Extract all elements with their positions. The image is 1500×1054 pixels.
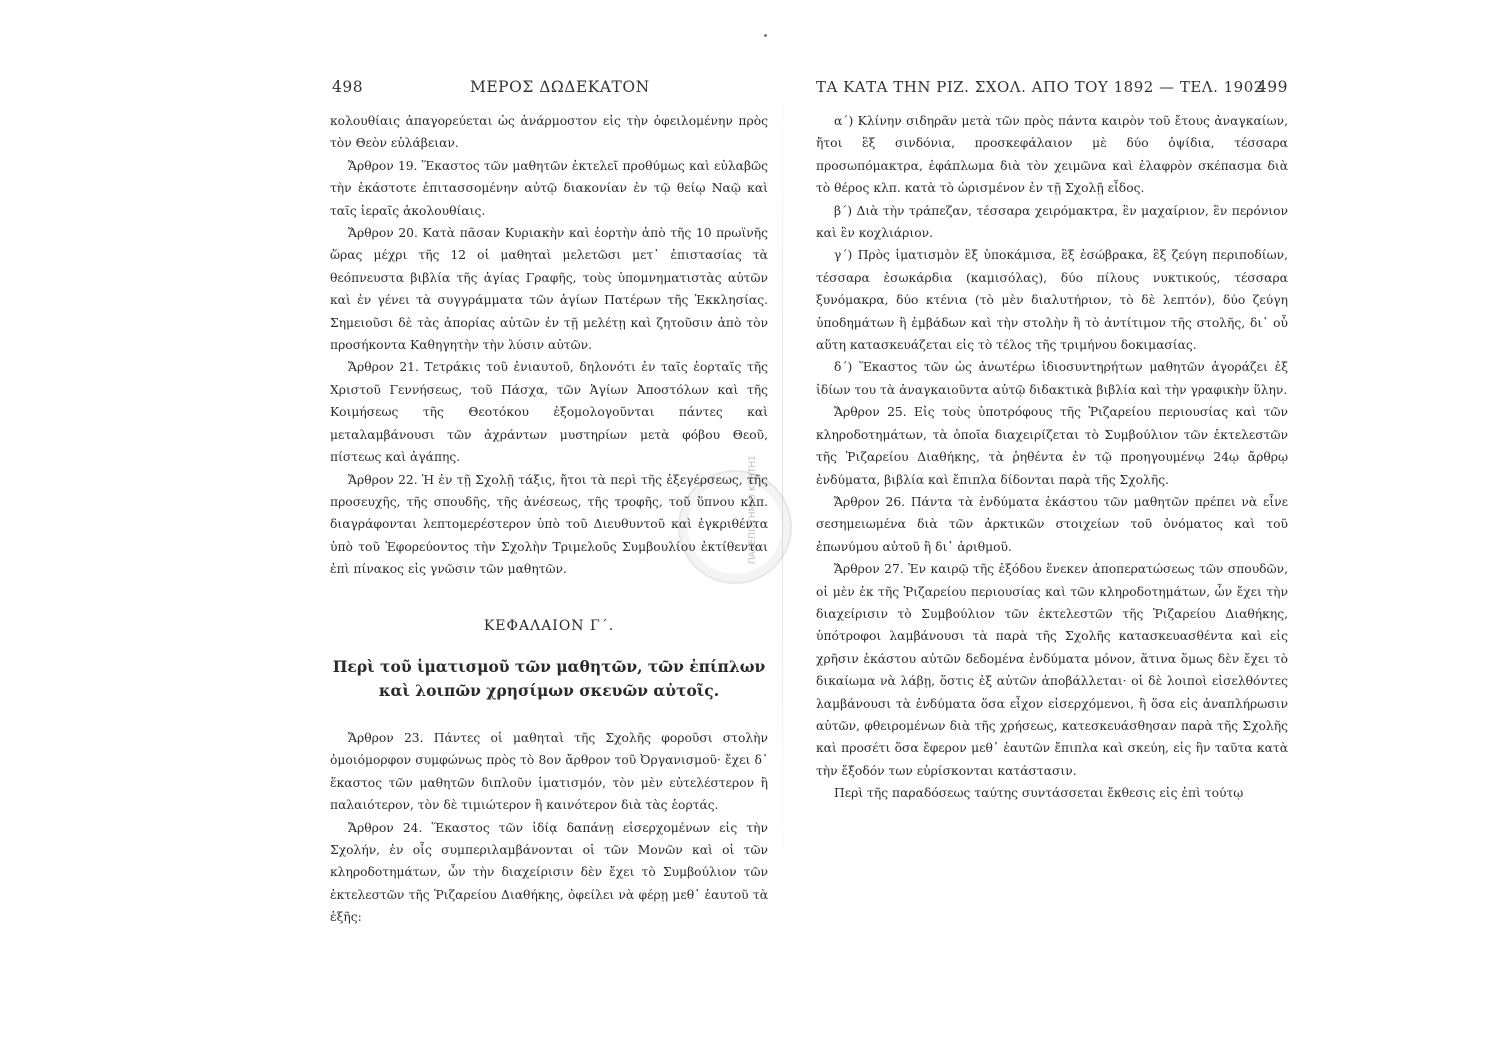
paragraph-article-26: Ἄρθρον 26. Πάντα τὰ ἐνδύματα ἑκάστου τῶν μαθητῶν πρέπει νὰ εἶνε σεσημειωμένα διὰ τῶν ἀρκτικῶν στοιχείων τοῦ ὀνόματος καὶ τοῦ ἐπωνύμου αὐτοῦ ἢ δι᾽ ἀριθμοῦ.	[816, 494, 1288, 554]
paragraph-item-c: γ΄) Πρὸς ἱματισμὸν ἓξ ὑποκάμισα, ἓξ ἐσώβρακα, ἓξ ζεύγη περιποδίων, τέσσαρα ἐσωκάρδια (καμισόλας), δύο πίλους νυκτικούς, τέσσαρα ξυνόμακρα, δύο κτένια (τὸ μὲν διαλυτήριον, τὸ δὲ λεπτόν), δύο ζεύγη ὑποδημάτων ἢ ἐμβάδων καὶ τὴν στολὴν ἢ τὸ ἀντίτιμον τῆς στολῆς, δι᾽ οὗ αὕτη κατασκευάζεται εἰς τὸ τέλος τῆς τριμήνου δοκιμασίας.	[816, 248, 1288, 353]
library-stamp-text: ΠΑΝΕΠΙΣΤΗΜΙΟ ΚΡΗΤΗΣ	[748, 455, 758, 565]
left-page-header	[330, 78, 768, 102]
paragraph-article-24: Ἄρθρον 24. Ἕκαστος τῶν ἰδίᾳ δαπάνῃ εἰσερχομένων εἰς τὴν Σχολήν, ἐν οἷς συμπεριλαμβάνονται οἱ τῶν Μονῶν καὶ οἱ τῶν κληροδοτημάτων, ὧν τὴν διαχείρισιν δὲν ἔχει τὸ Συμβούλιον τῶν ἐκτελεστῶν τῆς Ῥιζαρείου Διαθήκης, ὀφείλει νὰ φέρῃ μεθ᾽ ἑαυτοῦ τὰ ἑξῆς:	[330, 820, 768, 925]
section-title-line-2: καὶ λοιπῶν χρησίμων σκευῶν αὐτοῖς.	[378, 680, 720, 700]
paragraph-article-20: Ἄρθρον 20. Κατὰ πᾶσαν Κυριακὴν καὶ ἑορτὴν ἀπὸ τῆς 10 πρωϊνῆς ὥρας μέχρι τῆς 12 οἱ μαθηταὶ μελετῶσι μετ᾽ ἐπιστασίας τὰ θεόπνευστα βιβλία τῆς ἁγίας Γραφῆς, τοὺς ὑπομνηματιστὰς αὐτῶν καὶ ἐν γένει τὰ συγγράμματα τῶν ἁγίων Πατέρων τῆς Ἐκκλησίας. Σημειοῦσι δὲ τὰς ἀπορίας αὐτῶν ἐν τῇ μελέτῃ καὶ ζητοῦσιν ἀπὸ τὸν προσήκοντα Καθηγητὴν τὴν λύσιν αὐτῶν.	[330, 226, 768, 353]
left-page-body	[330, 110, 768, 929]
scan-mark	[764, 34, 767, 37]
paragraph-item-d: δ΄) Ἕκαστος τῶν ὡς ἀνωτέρω ἰδιοσυντηρήτων μαθητῶν ἀγοράζει ἐξ ἰδίων του τὰ ἀναγκαιοῦντα αὐτῷ διδακτικὰ βιβλία καὶ τὴν γραφικὴν ὕλην.	[816, 360, 1288, 397]
paragraph-article-25: Ἄρθρον 25. Εἰς τοὺς ὑποτρόφους τῆς Ῥιζαρείου περιουσίας καὶ τῶν κληροδοτημάτων, τὰ ὁποῖα διαχειρίζεται τὸ Συμβούλιον τῶν ἐκτελεστῶν τῆς Ῥιζαρείου Διαθήκης, τὰ ῥηθέντα ἐν τῷ προηγουμένῳ 24ῳ ἄρθρῳ ἐνδύματα, βιβλία καὶ ἔπιπλα δίδονται παρὰ τῆς Σχολῆς.	[816, 405, 1288, 487]
book-gutter	[782, 40, 783, 910]
left-page	[330, 78, 768, 929]
chapter-heading: ΚΕΦΑΛΑΙΟΝ Γ΄.	[483, 617, 615, 634]
right-page-body	[816, 110, 1288, 805]
section-title	[330, 655, 768, 703]
paragraph: Περὶ τῆς παραδόσεως ταύτης συντάσσεται ἔκθεσις εἰς ἐπὶ τούτῳ	[834, 786, 1244, 801]
right-page	[816, 78, 1288, 805]
paragraph: κολουθίαις ἀπαγορεύεται ὡς ἀνάρμοστον εἰς τὴν ὀφειλομένην πρὸς τὸν Θεὸν εὐλάβειαν.	[330, 114, 768, 151]
right-page-number: 499	[1256, 78, 1288, 96]
paragraph-article-19: Ἄρθρον 19. Ἕκαστος τῶν μαθητῶν ἐκτελεῖ προθύμως καὶ εὐλαβῶς τὴν ἑκάστοτε ἐπιτασσομένην αὐτῷ διακονίαν ἐν τῷ θείῳ Ναῷ καὶ ταῖς ἱεραῖς ἀκολουθίαις.	[330, 158, 768, 218]
section-title-line-1: Περὶ τοῦ ἱματισμοῦ τῶν μαθητῶν, τῶν ἐπίπλων	[332, 656, 766, 676]
paragraph-article-22: Ἄρθρον 22. Ἡ ἐν τῇ Σχολῇ τάξις, ἤτοι τὰ περὶ τῆς ἐξεγέρσεως, τῆς προσευχῆς, τῆς σπουδῆς, τῆς ἀνέσεως, τῆς τροφῆς, τοῦ ὕπνου κλπ. διαγράφονται λεπτομερέστερον ὑπὸ τοῦ Διευθυντοῦ καὶ ἐγκριθέντα ὑπὸ τοῦ Ἐφορεύοντος τὴν Σχολὴν Τριμελοῦς Συμβουλίου ἐκτίθενται ἐπὶ πίνακος εἰς γνῶσιν τῶν μαθητῶν.	[330, 472, 768, 577]
paragraph-article-23: Ἄρθρον 23. Πάντες οἱ μαθηταὶ τῆς Σχολῆς φοροῦσι στολὴν ὁμοιόμορφον συμφώνως πρὸς τὸ 8ον ἄρθρον τοῦ Ὀργανισμοῦ· ἔχει δ᾽ ἕκαστος τῶν μαθητῶν διπλοῦν ἱματισμόν, τὸν μὲν εὐτελέστερον ἢ παλαιότερον, τὸν δὲ τιμιώτερον ἢ καινότερον διὰ τὰς ἑορτάς.	[330, 730, 768, 813]
left-page-number: 498	[332, 78, 364, 96]
paragraph-article-21: Ἄρθρον 21. Τετράκις τοῦ ἐνιαυτοῦ, δηλονότι ἐν ταῖς ἑορταῖς τῆς Χριστοῦ Γεννήσεως, τοῦ Πάσχα, τῶν Ἁγίων Ἀποστόλων καὶ τῆς Κοιμήσεως τῆς Θεοτόκου ἐξομολογοῦνται πάντες καὶ μεταλαμβάνουσι τῶν ἀχράντων μυστηρίων μετὰ φόβου Θεοῦ, πίστεως καὶ ἀγάπης.	[330, 360, 768, 465]
paragraph-article-27: Ἄρθρον 27. Ἐν καιρῷ τῆς ἐξόδου ἕνεκεν ἀποπερατώσεως τῶν σπουδῶν, οἱ μὲν ἐκ τῆς Ῥιζαρείου περιουσίας καὶ τῶν κληροδοτημάτων, ὧν ἔχει τὴν διαχείρισιν τὸ Συμβούλιον τῶν ἐκτελεστῶν τῆς Ῥιζαρείου Διαθήκης, ὑπότροφοι λαμβάνουσι τὰ παρὰ τῆς Σχολῆς κατασκευασθέντα καὶ εἰς χρῆσιν ἑκάστου αὐτῶν δεδομένα ἐνδύματα μόνον, ἅτινα ὅμως δὲν ἔχει τὸ δικαίωμα νὰ λάβῃ, ὅστις ἐξ αὐτῶν ἀποβάλλεται· οἱ δὲ λοιποὶ εἰσελθόντες λαμβάνουσι τὰ ἐνδύματα ὅσα εἶχον εἰσερχόμενοι, ἢ ὅσα εἰς ἀναπλήρωσιν αὐτῶν, φθειρομένων διὰ τῆς χρήσεως, κατεσκευάσθησαν παρὰ τῆς Σχολῆς καὶ προσέτι ὅσα ἔφερον μεθ᾽ ἑαυτῶν ἔπιπλα καὶ σκεύη, εἰς ἣν ταῦτα κατὰ τὴν ἔξοδόν των εὑρίσκονται κατάστασιν.	[816, 562, 1288, 778]
paragraph-item-a: α΄) Κλίνην σιδηρᾶν μετὰ τῶν πρὸς πάντα καιρὸν τοῦ ἔτους ἀναγκαίων, ἤτοι ἓξ σινδόνια, προσκεφάλαιον μὲ δύο ὀψίδια, τέσσαρα προσωπόμακτρα, ἐφάπλωμα διὰ τὸν χειμῶνα καὶ ἐλαφρὸν σκέπασμα διὰ τὸ θέρος κλπ. κατὰ τὸ ὡρισμένον ἐν τῇ Σχολῇ εἶδος.	[816, 114, 1288, 196]
right-running-title: ΤΑ ΚΑΤΑ ΤΗΝ ΡΙΖ. ΣΧΟΛ. ΑΠΟ ΤΟΥ 1892 — ΤΕΛ. 1902	[816, 78, 1264, 96]
right-page-header	[816, 78, 1288, 102]
left-running-title: ΜΕΡΟΣ ΔΩΔΕΚΑΤΟΝ	[470, 78, 650, 96]
paragraph-item-b: β΄) Διὰ τὴν τράπεζαν, τέσσαρα χειρόμακτρα, ἓν μαχαίριον, ἓν περόνιον καὶ ἓν κοχλιάριον.	[816, 203, 1288, 241]
